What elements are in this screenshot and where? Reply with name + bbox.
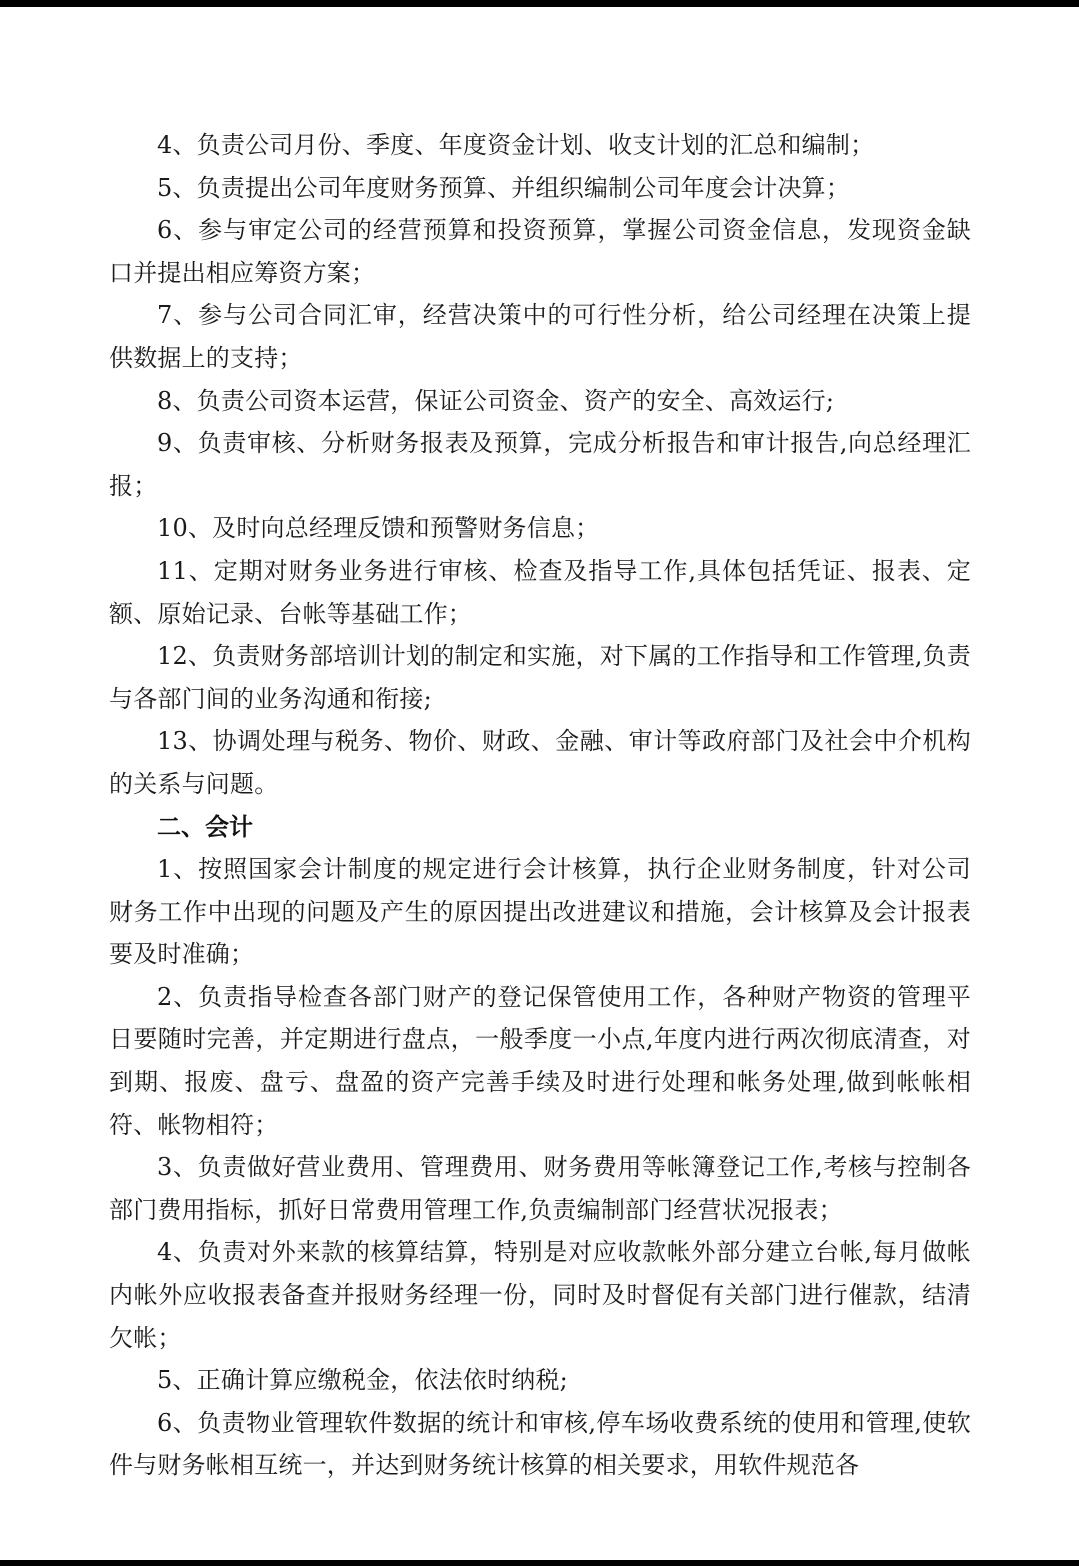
accounting-item-3: 3、负责做好营业费用、管理费用、财务费用等帐簿登记工作,考核与控制各部门费用指标，抓好日常费用管理工作,负责编制部门经营状况报表； xyxy=(109,1153,971,1224)
paragraph-10: 10、及时向总经理反馈和预警财务信息； xyxy=(157,514,600,543)
accounting-item-6: 6、负责物业管理软件数据的统计和审核,停车场收费系统的使用和管理,使软件与财务帐相互统一，并达到财务统计核算的相关要求，用软件规范各 xyxy=(109,1408,971,1480)
accounting-item-2: 2、负责指导检查各部门财产的登记保管使用工作，各种财产物资的管理平日要随时完善，并定期进行盘点，一般季度一小点,年度内进行两次彻底清查，对到期、报废、盘亏、盘盈的资产完善手续及时进行处理和帐务处理,做到帐帐相符、帐物相符； xyxy=(109,982,971,1139)
paragraph-6: 6、参与审定公司的经营预算和投资预算，掌握公司资金信息，发现资金缺口并提出相应筹资方案； xyxy=(109,216,971,287)
paragraph-4: 4、负责公司月份、季度、年度资金计划、收支计划的汇总和编制； xyxy=(157,131,875,159)
accounting-item-1: 1、按照国家会计制度的规定进行会计核算，执行企业财务制度，针对公司财务工作中出现的问题及产生的原因提出改进建议和措施，会计核算及会计报表要及时准确； xyxy=(109,855,971,969)
paragraph-13: 13、协调处理与税务、物价、财政、金融、审计等政府部门及社会中介机构的关系与问题。 xyxy=(109,727,971,798)
paragraph-12: 12、负责财务部培训计划的制定和实施，对下属的工作指导和工作管理,负责与各部门间的业务沟通和衔接; xyxy=(109,642,971,713)
paragraph-5: 5、负责提出公司年度财务预算、并组织编制公司年度会计决算； xyxy=(157,173,851,202)
paragraph-8: 8、负责公司资本运营，保证公司资金、资产的安全、高效运行; xyxy=(157,386,835,415)
accounting-item-4: 4、负责对外来款的核算结算，特别是对应收款帐外部分建立台帐,每月做帐内帐外应收报表备查并报财务经理一份，同时及时督促有关部门进行催款，结清欠帐； xyxy=(109,1238,971,1352)
document-body xyxy=(109,124,971,1487)
paragraph-9: 9、负责审核、分析财务报表及预算，完成分析报告和审计报告,向总经理汇报； xyxy=(109,429,971,500)
paragraph-7: 7、参与公司合同汇审，经营决策中的可行性分析，给公司经理在决策上提供数据上的支持； xyxy=(109,301,971,372)
section-heading-accounting: 二、会计 xyxy=(157,812,253,841)
paragraph-11: 11、定期对财务业务进行审核、检查及指导工作,具体包括凭证、报表、定额、原始记录、台帐等基础工作； xyxy=(109,556,971,628)
accounting-item-5: 5、正确计算应缴税金，依法依时纳税; xyxy=(157,1366,568,1395)
document-page xyxy=(0,7,1079,1560)
